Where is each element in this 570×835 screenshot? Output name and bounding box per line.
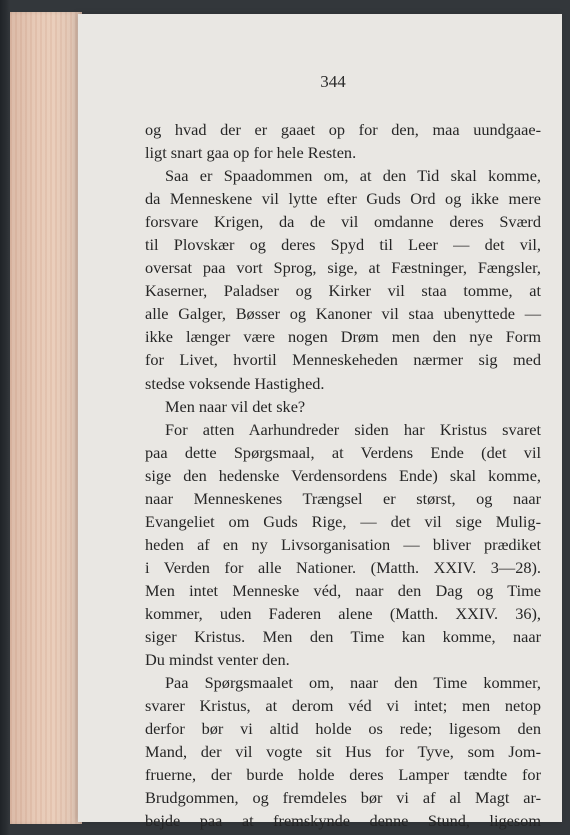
text-line: Paa Spørgsmaalet om, naar den Time kommer,: [165, 673, 541, 693]
text-line: bejde paa at fremskynde denne Stund, ligesom: [145, 811, 541, 831]
text-line: forsvare Krigen, da de vil omdanne deres Sværd: [145, 212, 541, 232]
page-number: 344: [320, 72, 346, 91]
text-line: ligt snart gaa op for hele Resten.: [145, 143, 357, 163]
text-line: Men naar vil det ske?: [165, 396, 306, 416]
text-line: paa dette Spørgsmaal, at Verdens Ende (det vil: [145, 442, 541, 462]
text-line: naar Menneskenes Trængsel er størst, og naar: [145, 488, 541, 508]
text-line: siger Kristus. Men den Time kan komme, naar: [145, 627, 541, 647]
text-line: derfor bør vi altid holde os rede; ligesom den: [145, 719, 541, 739]
text-line: Men intet Menneske véd, naar den Dag og Time: [145, 580, 541, 600]
text-line: til Plovskær og deres Spyd til Leer — det vil,: [145, 235, 541, 255]
book-page: [78, 14, 562, 831]
text-line: for Livet, hvortil Menneskeheden nærmer sig med: [145, 350, 541, 370]
text-line: For atten Aarhundreder siden har Kristus svaret: [165, 419, 541, 439]
text-line: stedse voksende Hastighed.: [145, 373, 325, 393]
text-line: Brudgommen, og fremdeles bør vi af al Magt ar-: [145, 788, 541, 808]
text-line: Du mindst venter den.: [145, 650, 290, 670]
text-line: fruerne, der burde holde deres Lamper tændte for: [145, 765, 541, 785]
text-line: i Verden for alle Nationer. (Matth. XXIV. 3—28).: [145, 557, 541, 577]
text-line: ikke længer være nogen Drøm men den nye Form: [145, 327, 541, 347]
text-line: Saa er Spaadommen om, at den Tid skal komme,: [165, 166, 541, 186]
text-line: og hvad der er gaaet op for den, maa uundgaae-: [145, 120, 541, 139]
text-line: Evangeliet om Guds Rige, — det vil sige Mulig-: [145, 511, 541, 531]
text-line: heden af en ny Livsorganisation — bliver prædiket: [145, 534, 541, 554]
text-line: sige den hedenske Verdensordens Ende) skal komme,: [145, 465, 541, 485]
text-line: Mand, der vil vogte sit Hus for Tyve, som Jom-: [145, 742, 541, 762]
text-line: Kaserner, Paladser og Kirker vil staa tomme, at: [145, 281, 541, 301]
text-line: da Menneskene vil lytte efter Guds Ord og ikke mere: [145, 189, 541, 209]
text-line: alle Galger, Bøsser og Kanoner vil staa ubenyttede —: [145, 304, 541, 324]
book-page-edge: [10, 12, 82, 824]
text-line: svarer Kristus, at derom véd vi intet; men netop: [145, 696, 541, 716]
body-text: [145, 118, 541, 832]
text-line: kommer, uden Faderen alene (Matth. XXIV. 36),: [145, 603, 541, 623]
text-line: oversat paa vort Sprog, sige, at Fæstninger, Fængsler,: [145, 258, 541, 278]
